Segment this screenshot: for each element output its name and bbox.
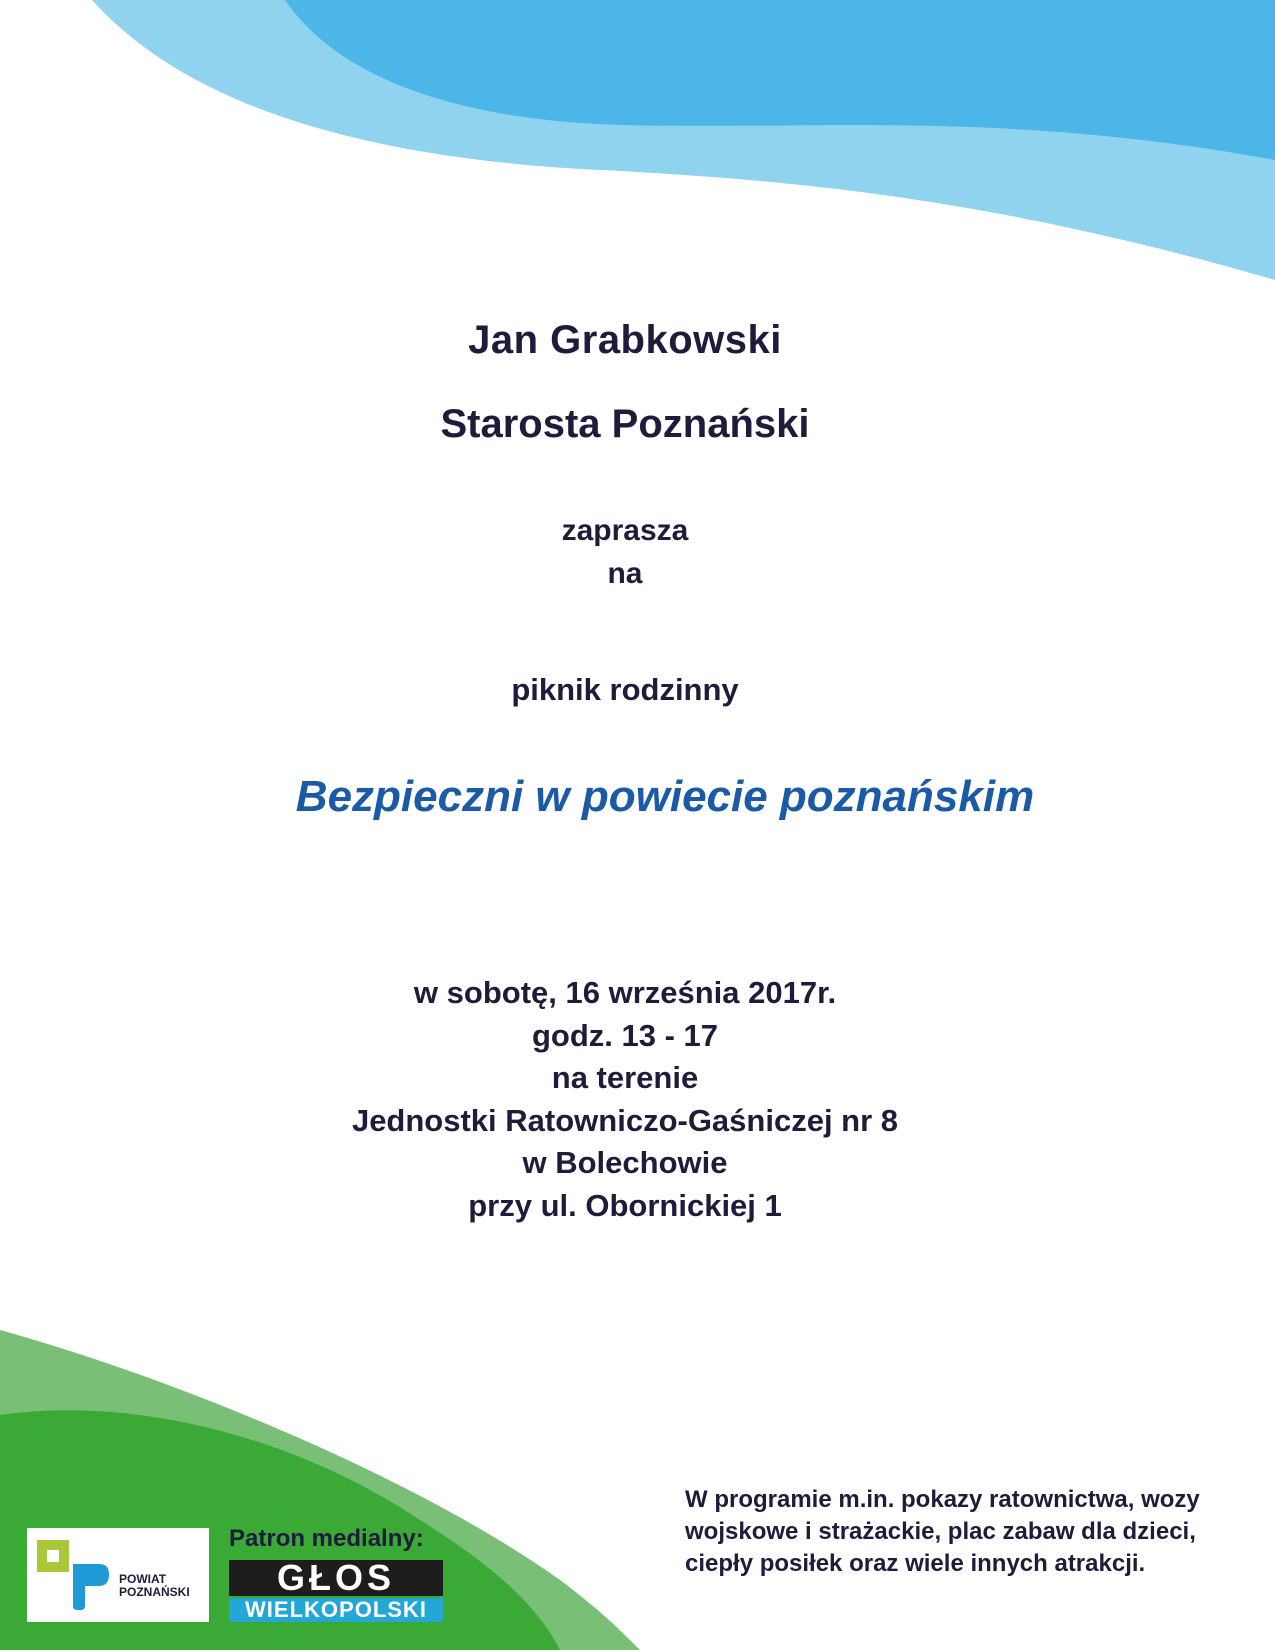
glos-logo-bottom: WIELKOPOLSKI	[229, 1598, 443, 1622]
detail-unit: Jednostki Ratowniczo-Gaśniczej nr 8	[351, 1102, 899, 1138]
event-type: piknik rodzinny	[511, 672, 739, 707]
detail-location-intro: na terenie	[551, 1060, 699, 1095]
glos-wielkopolski-logo	[229, 1557, 443, 1622]
top-wave-decoration	[0, 0, 1275, 290]
powiat-logo-text	[119, 1573, 190, 1599]
invite-line-2: na	[607, 557, 643, 590]
glos-logo-top: GŁOS	[229, 1560, 443, 1596]
powiat-poznanski-logo	[27, 1528, 209, 1622]
program-description: W programie m.in. pokazy ratownictwa, wozy wojskowe i strażackie, plac zabaw dla dzieci, ciepły posiłek oraz wiele innych atrakcji.	[685, 1486, 1200, 1577]
detail-street: przy ul. Obornickiej 1	[468, 1187, 782, 1223]
powiat-logo-text-line-2: POZNAŃSKI	[119, 1585, 190, 1599]
detail-date: w sobotę, 16 września 2017r.	[413, 975, 837, 1010]
detail-town: w Bolechowie	[522, 1145, 728, 1180]
powiat-logo-text-line-1: POWIAT	[119, 1572, 167, 1586]
event-title: Bezpieczni w powiecie poznańskim	[295, 772, 1035, 821]
host-role: Starosta Poznański	[440, 402, 810, 446]
event-details	[0, 972, 1250, 1227]
invite-line-1: zaprasza	[561, 514, 689, 547]
patron-label: Patron medialny:	[229, 1525, 424, 1552]
host-name: Jan Grabkowski	[468, 318, 782, 362]
detail-time: godz. 13 - 17	[531, 1017, 719, 1053]
